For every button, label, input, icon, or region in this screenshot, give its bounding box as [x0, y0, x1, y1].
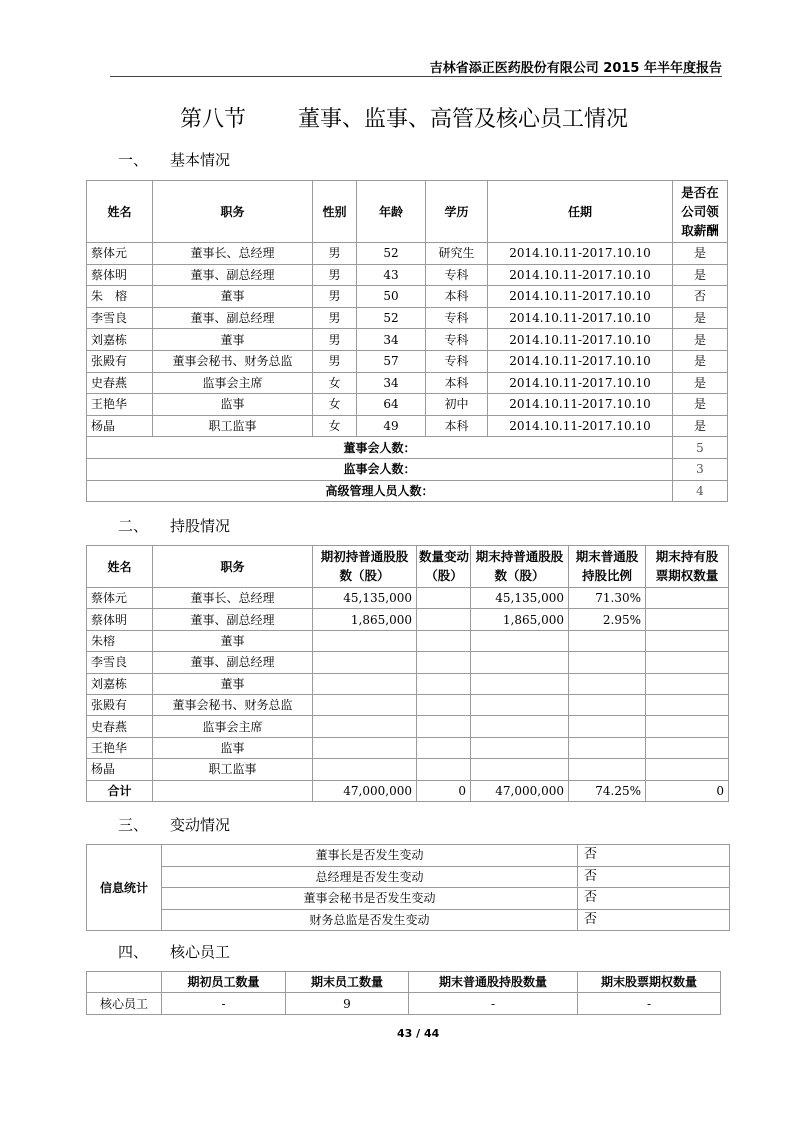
cell-paid: 是	[673, 372, 728, 394]
page-number: 43 / 44	[397, 1027, 440, 1040]
cell-name: 史春燕	[87, 716, 153, 737]
cell-item: 总经理是否发生变动	[162, 866, 578, 888]
table-row	[87, 652, 729, 673]
running-header: 吉林省添正医药股份有限公司 2015 年半年度报告	[429, 61, 722, 76]
table-row	[87, 759, 729, 780]
col-header-term: 任期	[488, 181, 673, 243]
summary-label: 监事会人数：	[87, 458, 673, 480]
heading-number: 二、	[118, 517, 149, 535]
cell-position: 监事会主席	[153, 372, 313, 394]
table-row	[87, 329, 728, 351]
summary-row	[87, 437, 728, 459]
col-header-begin-shares-text: 期初持普通股股数（股）	[320, 549, 409, 583]
section-heading-basic-info	[118, 149, 418, 169]
change-info-table	[86, 844, 730, 931]
table-row	[87, 350, 728, 372]
cell-name: 蔡体元	[87, 588, 153, 609]
summary-label: 董事会人数：	[87, 437, 673, 459]
cell-age: 43	[357, 264, 426, 286]
core-staff-table	[86, 971, 721, 1015]
cell-end-shares: 45,135,000	[471, 588, 569, 609]
cell-end-ratio	[569, 716, 646, 737]
shareholding-table	[86, 545, 729, 802]
cell-change	[417, 652, 471, 673]
cell-item: 财务总监是否发生变动	[162, 909, 578, 931]
cell-item: 董事长是否发生变动	[162, 845, 578, 867]
cell-gender: 女	[313, 394, 357, 416]
cell-paid: 是	[673, 415, 728, 437]
section-title: 董事、监事、高管及核心员工情况	[298, 107, 629, 132]
heading-text: 基本情况	[170, 151, 231, 169]
heading-number: 一、	[118, 151, 149, 169]
col-header-position: 职务	[153, 546, 313, 588]
col-header-options	[646, 546, 729, 588]
cell-begin-shares	[313, 630, 417, 651]
col-header-end-shares: 期末普通股持股数量	[409, 972, 578, 993]
table-row	[87, 372, 728, 394]
cell-age: 34	[357, 372, 426, 394]
table-row	[87, 394, 728, 416]
summary-value: 3	[673, 458, 728, 480]
cell-education: 专科	[426, 350, 488, 372]
cell-options	[646, 694, 729, 715]
col-header-end-ratio	[569, 546, 646, 588]
col-header-end-shares	[471, 546, 569, 588]
cell-name: 王艳华	[87, 394, 153, 416]
cell-options	[646, 737, 729, 758]
cell-name: 朱榕	[87, 630, 153, 651]
col-header-change	[417, 546, 471, 588]
cell-position: 董事、副总经理	[153, 652, 313, 673]
table-row	[87, 737, 729, 758]
cell-paid: 是	[673, 350, 728, 372]
cell-options	[646, 652, 729, 673]
col-header-name: 姓名	[87, 181, 153, 243]
cell-position: 董事会秘书、财务总监	[153, 694, 313, 715]
cell-label: 核心员工	[87, 993, 162, 1015]
cell-end-shares	[471, 652, 569, 673]
header-rule	[110, 76, 722, 77]
cell-position: 董事、副总经理	[153, 307, 313, 329]
cell-end-shares	[471, 716, 569, 737]
col-header-position: 职务	[153, 181, 313, 243]
cell-item: 董事会秘书是否发生变动	[162, 888, 578, 910]
section-number: 第八节	[180, 107, 247, 132]
cell-age: 57	[357, 350, 426, 372]
cell-gender: 男	[313, 329, 357, 351]
cell-term: 2014.10.11-2017.10.10	[488, 264, 673, 286]
table-header-row	[87, 546, 729, 588]
cell-end-ratio	[569, 737, 646, 758]
cell-position: 董事	[153, 630, 313, 651]
cell-position: 职工监事	[153, 759, 313, 780]
cell-end-ratio	[569, 694, 646, 715]
cell-age: 52	[357, 243, 426, 265]
cell-position: 监事	[153, 394, 313, 416]
cell-term: 2014.10.11-2017.10.10	[488, 243, 673, 265]
heading-text: 变动情况	[170, 816, 231, 834]
cell-change	[417, 609, 471, 630]
table-row	[87, 866, 730, 888]
cell-paid: 是	[673, 307, 728, 329]
cell-change	[417, 737, 471, 758]
cell-term: 2014.10.11-2017.10.10	[488, 372, 673, 394]
cell-paid: 是	[673, 243, 728, 265]
cell-position: 董事、副总经理	[153, 609, 313, 630]
heading-text: 持股情况	[170, 517, 231, 535]
cell-education: 研究生	[426, 243, 488, 265]
col-header-age: 年龄	[357, 181, 426, 243]
col-header-options-text: 期末持有股票期权数量	[655, 549, 719, 583]
cell-gender: 女	[313, 372, 357, 394]
cell-gender: 男	[313, 243, 357, 265]
cell-age: 49	[357, 415, 426, 437]
cell-begin-shares	[313, 673, 417, 694]
cell-name: 刘嘉栋	[87, 329, 153, 351]
cell-end-options: -	[578, 993, 721, 1015]
cell-position: 董事长、总经理	[153, 588, 313, 609]
cell-paid: 是	[673, 329, 728, 351]
cell-begin-shares: 1,865,000	[313, 609, 417, 630]
col-header-begin-shares	[313, 546, 417, 588]
cell-end-shares	[471, 630, 569, 651]
cell-end-ratio	[569, 673, 646, 694]
cell-gender: 女	[313, 415, 357, 437]
cell-position: 监事会主席	[153, 716, 313, 737]
summary-label: 高级管理人员人数：	[87, 480, 673, 502]
col-header-gender: 性别	[313, 181, 357, 243]
cell-change	[417, 630, 471, 651]
cell-begin-shares	[313, 737, 417, 758]
table-header-row	[87, 972, 721, 993]
cell-change	[417, 759, 471, 780]
cell-name: 史春燕	[87, 372, 153, 394]
cell-name: 王艳华	[87, 737, 153, 758]
cell-options	[646, 716, 729, 737]
section-heading-shareholding	[118, 515, 418, 535]
col-header-begin-count: 期初员工数量	[162, 972, 286, 993]
cell-options	[646, 609, 729, 630]
cell-term: 2014.10.11-2017.10.10	[488, 350, 673, 372]
cell-age: 52	[357, 307, 426, 329]
summary-row	[87, 480, 728, 502]
cell-name: 蔡体明	[87, 264, 153, 286]
table-header-row	[87, 181, 728, 243]
total-options: 0	[646, 780, 729, 801]
col-header-end-count: 期末员工数量	[286, 972, 409, 993]
table-row	[87, 888, 730, 910]
cell-end-ratio	[569, 630, 646, 651]
cell-name: 蔡体元	[87, 243, 153, 265]
table-row	[87, 716, 729, 737]
section-heading-change-info	[118, 814, 418, 834]
heading-number: 四、	[118, 943, 149, 961]
table-row	[87, 588, 729, 609]
summary-row	[87, 458, 728, 480]
cell-options	[646, 759, 729, 780]
cell-begin-shares	[313, 716, 417, 737]
cell-term: 2014.10.11-2017.10.10	[488, 415, 673, 437]
col-header-name: 姓名	[87, 546, 153, 588]
cell-position: 监事	[153, 737, 313, 758]
cell-term: 2014.10.11-2017.10.10	[488, 286, 673, 308]
table-row	[87, 909, 730, 931]
table-row	[87, 694, 729, 715]
cell-end-shares	[471, 673, 569, 694]
cell-value: 否	[578, 866, 730, 888]
table-row	[87, 264, 728, 286]
cell-end-ratio	[569, 759, 646, 780]
cell-term: 2014.10.11-2017.10.10	[488, 307, 673, 329]
table-row	[87, 993, 721, 1015]
cell-paid: 是	[673, 264, 728, 286]
cell-education: 专科	[426, 264, 488, 286]
group-label: 信息统计	[87, 845, 162, 931]
total-row	[87, 780, 729, 801]
cell-education: 本科	[426, 286, 488, 308]
table-row	[87, 243, 728, 265]
table-row	[87, 415, 728, 437]
cell-name: 杨晶	[87, 415, 153, 437]
cell-education: 本科	[426, 415, 488, 437]
cell-end-shares	[471, 759, 569, 780]
total-label: 合计	[87, 780, 153, 801]
col-header-end-shares-text: 期末持普通股股数（股）	[475, 549, 564, 583]
col-header-change-text: 数量变动（股）	[419, 549, 470, 583]
cell-name: 蔡体明	[87, 609, 153, 630]
cell-name: 张殿有	[87, 350, 153, 372]
cell-end-shares: 1,865,000	[471, 609, 569, 630]
total-begin-shares: 47,000,000	[313, 780, 417, 801]
cell-options	[646, 630, 729, 651]
cell-position: 职工监事	[153, 415, 313, 437]
cell-education: 本科	[426, 372, 488, 394]
cell-name: 朱 榕	[87, 286, 153, 308]
cell-value: 否	[578, 909, 730, 931]
cell-begin-count: -	[162, 993, 286, 1015]
table-row	[87, 673, 729, 694]
cell-change	[417, 588, 471, 609]
section-heading-core-staff	[118, 941, 418, 961]
table-row	[87, 286, 728, 308]
cell-education: 专科	[426, 307, 488, 329]
cell-position: 董事会秘书、财务总监	[153, 350, 313, 372]
cell-education: 初中	[426, 394, 488, 416]
cell-gender: 男	[313, 286, 357, 308]
basic-info-table	[86, 180, 728, 502]
heading-text: 核心员工	[170, 943, 231, 961]
cell-begin-shares	[313, 694, 417, 715]
cell-position: 董事	[153, 329, 313, 351]
cell-gender: 男	[313, 350, 357, 372]
cell-age: 64	[357, 394, 426, 416]
cell-age: 50	[357, 286, 426, 308]
cell-change	[417, 673, 471, 694]
page-title	[180, 102, 628, 133]
cell-name: 李雪良	[87, 307, 153, 329]
cell-age: 34	[357, 329, 426, 351]
cell-value: 否	[578, 845, 730, 867]
cell-position: 董事、副总经理	[153, 264, 313, 286]
total-change: 0	[417, 780, 471, 801]
cell-name: 李雪良	[87, 652, 153, 673]
col-header-blank	[87, 972, 162, 993]
table-row	[87, 307, 728, 329]
cell-term: 2014.10.11-2017.10.10	[488, 394, 673, 416]
col-header-end-ratio-text: 期末普通股持股比例	[575, 549, 639, 583]
cell-name: 张殿有	[87, 694, 153, 715]
cell-position: 董事	[153, 673, 313, 694]
cell-end-ratio	[569, 652, 646, 673]
cell-paid: 否	[673, 286, 728, 308]
cell-name: 刘嘉栋	[87, 673, 153, 694]
total-end-ratio: 74.25%	[569, 780, 646, 801]
table-row	[87, 845, 730, 867]
cell-position: 董事	[153, 286, 313, 308]
cell-name: 杨晶	[87, 759, 153, 780]
cell-change	[417, 694, 471, 715]
cell-end-ratio: 71.30%	[569, 588, 646, 609]
cell-end-count: 9	[286, 993, 409, 1015]
cell-position: 董事长、总经理	[153, 243, 313, 265]
table-row	[87, 630, 729, 651]
cell-education: 专科	[426, 329, 488, 351]
cell-change	[417, 716, 471, 737]
cell-paid: 是	[673, 394, 728, 416]
cell-gender: 男	[313, 264, 357, 286]
col-header-end-options: 期末股票期权数量	[578, 972, 721, 993]
col-header-education: 学历	[426, 181, 488, 243]
cell-value: 否	[578, 888, 730, 910]
cell-gender: 男	[313, 307, 357, 329]
summary-value: 4	[673, 480, 728, 502]
cell-begin-shares: 45,135,000	[313, 588, 417, 609]
cell-end-shares: -	[409, 993, 578, 1015]
summary-value: 5	[673, 437, 728, 459]
total-end-shares: 47,000,000	[471, 780, 569, 801]
cell-term: 2014.10.11-2017.10.10	[488, 329, 673, 351]
table-row	[87, 609, 729, 630]
cell-begin-shares	[313, 652, 417, 673]
col-header-paid-text: 是否在公司领取薪酬	[681, 184, 719, 238]
cell-end-ratio: 2.95%	[569, 609, 646, 630]
total-position	[153, 780, 313, 801]
cell-end-shares	[471, 694, 569, 715]
cell-end-shares	[471, 737, 569, 758]
heading-number: 三、	[118, 816, 149, 834]
cell-options	[646, 673, 729, 694]
col-header-paid	[673, 181, 728, 243]
cell-begin-shares	[313, 759, 417, 780]
cell-options	[646, 588, 729, 609]
